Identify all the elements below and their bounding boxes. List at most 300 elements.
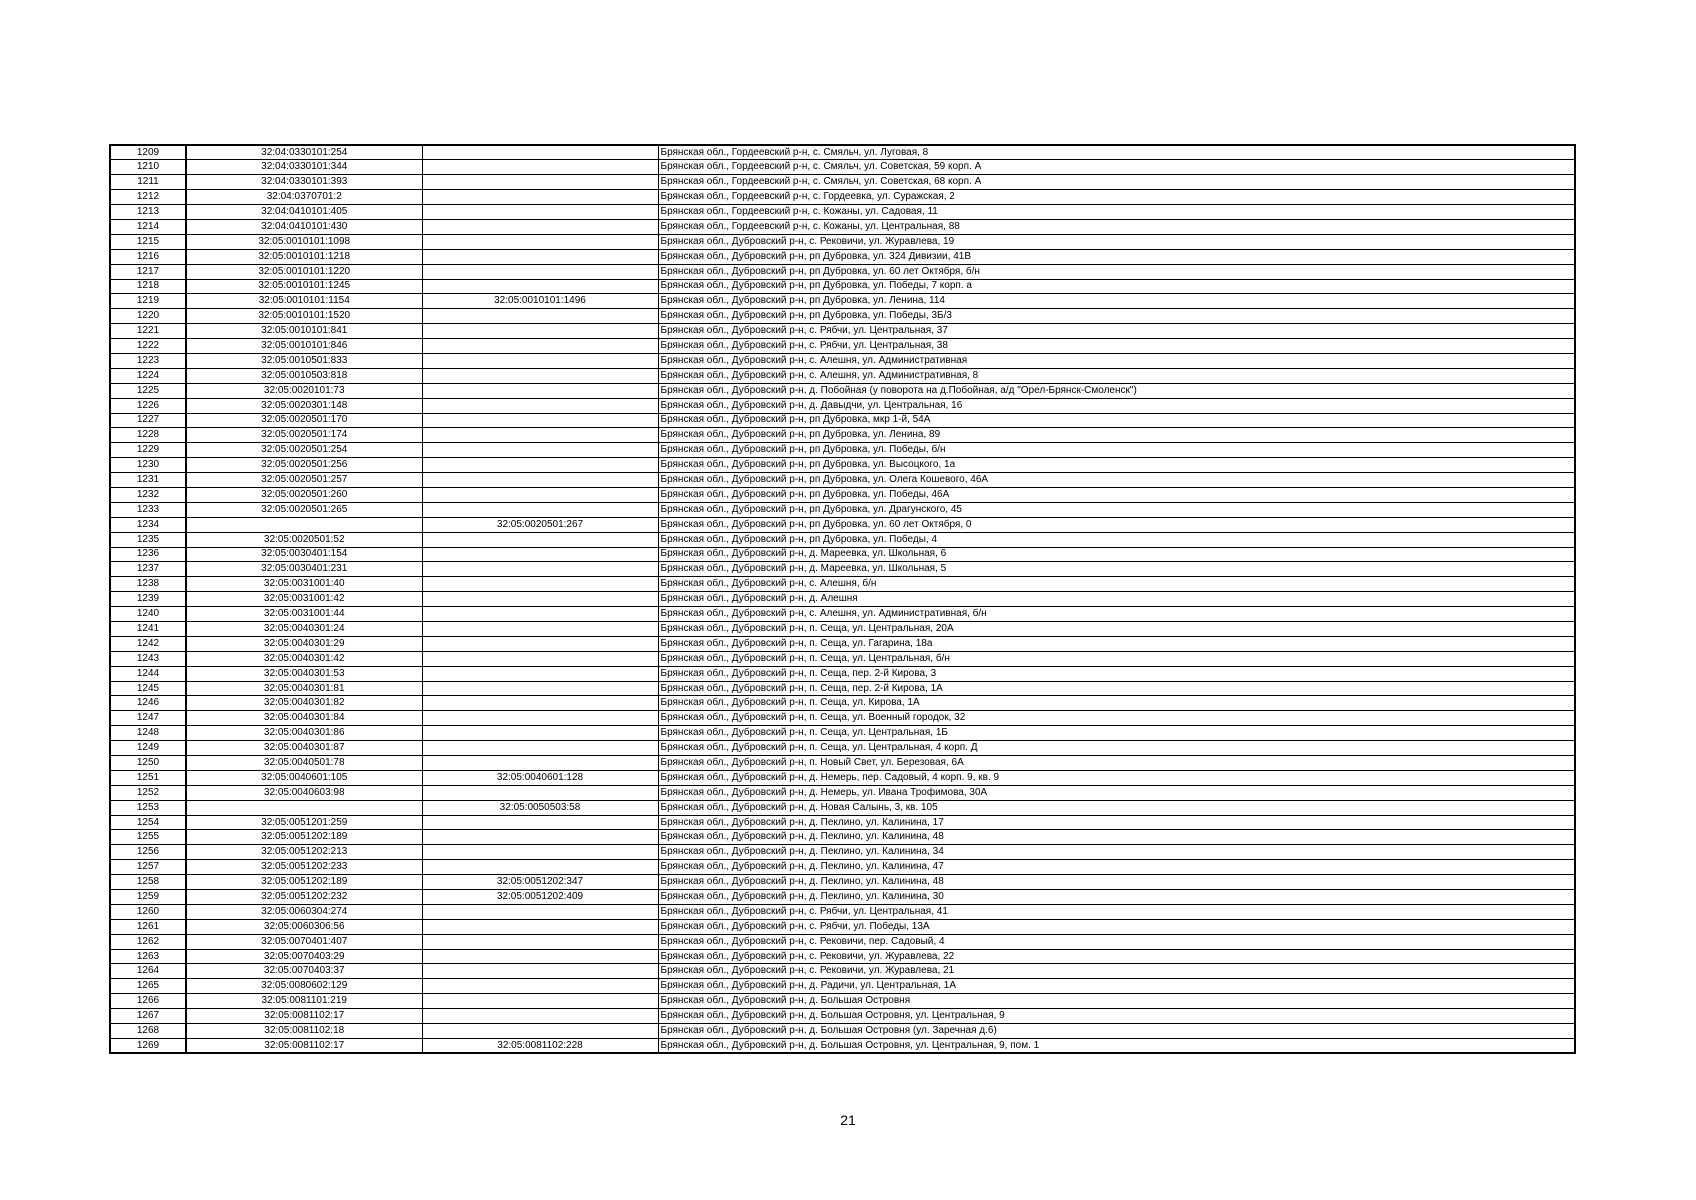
related-cadastral-number-cell (422, 324, 658, 339)
cadastral-number-cell: 32:05:0081102:17 (186, 1038, 422, 1053)
address-cell: Брянская обл., Дубровский р-н, с. Рябчи, ул. Победы, 13А (658, 919, 1575, 934)
row-number-cell: 1225 (110, 383, 186, 398)
table-row (110, 711, 1575, 726)
cadastral-number-cell: 32:05:0040301:29 (186, 636, 422, 651)
table-row (110, 294, 1575, 309)
address-cell: Брянская обл., Дубровский р-н, п. Сеща, ул. Центральная, 4 корп. Д (658, 741, 1575, 756)
row-number-cell: 1224 (110, 368, 186, 383)
cadastral-number-cell: 32:05:0040301:86 (186, 726, 422, 741)
row-number-cell: 1241 (110, 622, 186, 637)
table-row (110, 666, 1575, 681)
cadastral-number-cell: 32:05:0040301:53 (186, 666, 422, 681)
address-cell: Брянская обл., Дубровский р-н, д. Мареевка, ул. Школьная, 6 (658, 547, 1575, 562)
address-cell: Брянская обл., Дубровский р-н, п. Новый Свет, ул. Березовая, 6А (658, 756, 1575, 771)
address-cell: Брянская обл., Дубровский р-н, рп Дубровка, ул. 60 лет Октября, б/н (658, 264, 1575, 279)
cadastral-number-cell: 32:05:0020501:257 (186, 473, 422, 488)
related-cadastral-number-cell (422, 607, 658, 622)
cadastral-number-cell: 32:05:0040501:78 (186, 756, 422, 771)
table-row (110, 234, 1575, 249)
related-cadastral-number-cell (422, 592, 658, 607)
related-cadastral-number-cell: 32:05:0040601:128 (422, 770, 658, 785)
table-row (110, 770, 1575, 785)
address-cell: Брянская обл., Дубровский р-н, д. Мареевка, ул. Школьная, 5 (658, 562, 1575, 577)
address-cell: Брянская обл., Дубровский р-н, с. Алешня, ул. Административная (658, 353, 1575, 368)
row-number-cell: 1251 (110, 770, 186, 785)
address-cell: Брянская обл., Дубровский р-н, рп Дубровка, ул. Ленина, 89 (658, 428, 1575, 443)
cadastral-number-cell: 32:05:0040301:82 (186, 696, 422, 711)
address-cell: Брянская обл., Дубровский р-н, д. Алешня (658, 592, 1575, 607)
table-row (110, 368, 1575, 383)
cadastral-number-cell: 32:05:0030401:154 (186, 547, 422, 562)
address-cell: Брянская обл., Гордеевский р-н, с. Смяльч, ул. Луговая, 8 (658, 145, 1575, 160)
related-cadastral-number-cell (422, 636, 658, 651)
address-cell: Брянская обл., Дубровский р-н, с. Алешня, б/н (658, 577, 1575, 592)
address-cell: Брянская обл., Дубровский р-н, д. Большая Островня (658, 994, 1575, 1009)
cadastral-number-cell: 32:05:0040603:98 (186, 785, 422, 800)
related-cadastral-number-cell: 32:05:0020501:267 (422, 517, 658, 532)
table-row (110, 726, 1575, 741)
cadastral-number-cell: 32:05:0051202:189 (186, 830, 422, 845)
cadastral-number-cell: 32:05:0051202:189 (186, 875, 422, 890)
cadastral-number-cell: 32:05:0070403:37 (186, 964, 422, 979)
row-number-cell: 1218 (110, 279, 186, 294)
row-number-cell: 1228 (110, 428, 186, 443)
row-number-cell: 1217 (110, 264, 186, 279)
row-number-cell: 1249 (110, 741, 186, 756)
related-cadastral-number-cell (422, 145, 658, 160)
related-cadastral-number-cell (422, 234, 658, 249)
table-row (110, 607, 1575, 622)
table-row (110, 919, 1575, 934)
related-cadastral-number-cell (422, 160, 658, 175)
related-cadastral-number-cell: 32:05:0050503:58 (422, 800, 658, 815)
related-cadastral-number-cell (422, 815, 658, 830)
address-cell: Брянская обл., Дубровский р-н, д. Пеклино, ул. Калинина, 48 (658, 875, 1575, 890)
related-cadastral-number-cell (422, 830, 658, 845)
row-number-cell: 1213 (110, 205, 186, 220)
cadastral-number-cell: 32:05:0010501:833 (186, 353, 422, 368)
cadastral-number-cell: 32:05:0010101:1220 (186, 264, 422, 279)
table-row (110, 547, 1575, 562)
cadastral-number-cell: 32:05:0081102:17 (186, 1009, 422, 1024)
related-cadastral-number-cell (422, 741, 658, 756)
address-cell: Брянская обл., Дубровский р-н, рп Дубровка, ул. Ленина, 114 (658, 294, 1575, 309)
row-number-cell: 1264 (110, 964, 186, 979)
cadastral-number-cell: 32:05:0040301:87 (186, 741, 422, 756)
related-cadastral-number-cell (422, 264, 658, 279)
table-row (110, 413, 1575, 428)
address-cell: Брянская обл., Дубровский р-н, с. Рябчи, ул. Центральная, 37 (658, 324, 1575, 339)
cadastral-number-cell: 32:04:0330101:393 (186, 175, 422, 190)
address-cell: Брянская обл., Дубровский р-н, п. Сеща, ул. Военный городок, 32 (658, 711, 1575, 726)
cadastral-number-cell: 32:05:0020501:174 (186, 428, 422, 443)
table-row (110, 875, 1575, 890)
cadastral-number-cell: 32:05:0020501:256 (186, 458, 422, 473)
row-number-cell: 1211 (110, 175, 186, 190)
table-row (110, 562, 1575, 577)
address-cell: Брянская обл., Дубровский р-н, с. Рековичи, ул. Журавлева, 21 (658, 964, 1575, 979)
address-cell: Брянская обл., Дубровский р-н, рп Дубровка, ул. Победы, 7 корп. а (658, 279, 1575, 294)
row-number-cell: 1234 (110, 517, 186, 532)
address-cell: Брянская обл., Дубровский р-н, п. Сеща, ул. Центральная, б/н (658, 651, 1575, 666)
row-number-cell: 1238 (110, 577, 186, 592)
row-number-cell: 1230 (110, 458, 186, 473)
address-cell: Брянская обл., Гордеевский р-н, с. Смяльч, ул. Советская, 59 корп. А (658, 160, 1575, 175)
related-cadastral-number-cell: 32:05:0051202:347 (422, 875, 658, 890)
related-cadastral-number-cell (422, 651, 658, 666)
address-cell: Брянская обл., Дубровский р-н, д. Новая Салынь, 3, кв. 105 (658, 800, 1575, 815)
table-row (110, 651, 1575, 666)
table-row (110, 175, 1575, 190)
table-row (110, 339, 1575, 354)
table-row (110, 785, 1575, 800)
related-cadastral-number-cell (422, 368, 658, 383)
cadastral-number-cell: 32:05:0020501:260 (186, 487, 422, 502)
table-row (110, 890, 1575, 905)
table-row (110, 443, 1575, 458)
address-cell: Брянская обл., Дубровский р-н, п. Сеща, ул. Центральная, 1Б (658, 726, 1575, 741)
related-cadastral-number-cell: 32:05:0010101:1496 (422, 294, 658, 309)
table-row (110, 636, 1575, 651)
row-number-cell: 1267 (110, 1009, 186, 1024)
related-cadastral-number-cell (422, 696, 658, 711)
table-row (110, 800, 1575, 815)
related-cadastral-number-cell (422, 979, 658, 994)
row-number-cell: 1252 (110, 785, 186, 800)
cadastral-number-cell: 32:05:0020501:265 (186, 502, 422, 517)
related-cadastral-number-cell (422, 949, 658, 964)
row-number-cell: 1244 (110, 666, 186, 681)
row-number-cell: 1248 (110, 726, 186, 741)
row-number-cell: 1247 (110, 711, 186, 726)
table-row (110, 473, 1575, 488)
row-number-cell: 1268 (110, 1024, 186, 1039)
related-cadastral-number-cell (422, 473, 658, 488)
related-cadastral-number-cell (422, 577, 658, 592)
related-cadastral-number-cell (422, 219, 658, 234)
row-number-cell: 1215 (110, 234, 186, 249)
address-cell: Брянская обл., Дубровский р-н, с. Алешня, ул. Административная, 8 (658, 368, 1575, 383)
row-number-cell: 1235 (110, 532, 186, 547)
table-row (110, 592, 1575, 607)
address-cell: Брянская обл., Дубровский р-н, д. Немерь, ул. Ивана Трофимова, 30А (658, 785, 1575, 800)
page-number: 21 (840, 1112, 856, 1128)
address-cell: Брянская обл., Дубровский р-н, рп Дубровка, ул. Высоцкого, 1а (658, 458, 1575, 473)
table-row (110, 979, 1575, 994)
cadastral-number-cell: 32:05:0040601:105 (186, 770, 422, 785)
address-cell: Брянская обл., Дубровский р-н, рп Дубровка, ул. 60 лет Октября, 0 (658, 517, 1575, 532)
row-number-cell: 1231 (110, 473, 186, 488)
table-row (110, 353, 1575, 368)
related-cadastral-number-cell (422, 860, 658, 875)
table-row (110, 517, 1575, 532)
row-number-cell: 1256 (110, 845, 186, 860)
cadastral-number-cell: 32:05:0040301:42 (186, 651, 422, 666)
table-row (110, 756, 1575, 771)
related-cadastral-number-cell (422, 756, 658, 771)
row-number-cell: 1220 (110, 309, 186, 324)
related-cadastral-number-cell: 32:05:0081102:228 (422, 1038, 658, 1053)
related-cadastral-number-cell (422, 726, 658, 741)
row-number-cell: 1269 (110, 1038, 186, 1053)
address-cell: Брянская обл., Дубровский р-н, с. Рековичи, ул. Журавлева, 22 (658, 949, 1575, 964)
related-cadastral-number-cell (422, 785, 658, 800)
cadastral-number-cell: 32:05:0031001:44 (186, 607, 422, 622)
cadastral-number-cell: 32:05:0010101:846 (186, 339, 422, 354)
table-row (110, 279, 1575, 294)
cadastral-number-cell: 32:05:0010503:818 (186, 368, 422, 383)
cadastral-number-cell: 32:05:0051201:259 (186, 815, 422, 830)
related-cadastral-number-cell (422, 175, 658, 190)
address-cell: Брянская обл., Дубровский р-н, д. Давыдчи, ул. Центральная, 16 (658, 398, 1575, 413)
address-cell: Брянская обл., Дубровский р-н, рп Дубровка, ул. Победы, 4 (658, 532, 1575, 547)
row-number-cell: 1232 (110, 487, 186, 502)
table-row (110, 428, 1575, 443)
row-number-cell: 1260 (110, 904, 186, 919)
address-cell: Брянская обл., Дубровский р-н, д. Большая Островня, ул. Центральная, 9 (658, 1009, 1575, 1024)
row-number-cell: 1233 (110, 502, 186, 517)
table-row (110, 487, 1575, 502)
address-cell: Брянская обл., Дубровский р-н, п. Сеща, ул. Гагарина, 18а (658, 636, 1575, 651)
address-cell: Брянская обл., Дубровский р-н, рп Дубровка, ул. Победы, 3Б/3 (658, 309, 1575, 324)
related-cadastral-number-cell (422, 1024, 658, 1039)
cadastral-number-cell: 32:04:0370701:2 (186, 190, 422, 205)
address-cell: Брянская обл., Дубровский р-н, д. Побойная (у поворота на д.Побойная, а/д "Орел-Брянск-Смоленск") (658, 383, 1575, 398)
cadastral-number-cell: 32:05:0081102:18 (186, 1024, 422, 1039)
cadastral-number-cell: 32:05:0070403:29 (186, 949, 422, 964)
cadastral-number-cell: 32:05:0010101:1520 (186, 309, 422, 324)
row-number-cell: 1221 (110, 324, 186, 339)
cadastral-number-cell: 32:05:0010101:1218 (186, 249, 422, 264)
row-number-cell: 1245 (110, 681, 186, 696)
table-row (110, 190, 1575, 205)
table-row (110, 934, 1575, 949)
address-cell: Брянская обл., Дубровский р-н, с. Рябчи, ул. Центральная, 38 (658, 339, 1575, 354)
row-number-cell: 1265 (110, 979, 186, 994)
cadastral-number-cell: 32:05:0020501:52 (186, 532, 422, 547)
table-row (110, 458, 1575, 473)
row-number-cell: 1242 (110, 636, 186, 651)
related-cadastral-number-cell (422, 845, 658, 860)
cadastral-number-cell: 32:05:0031001:42 (186, 592, 422, 607)
row-number-cell: 1254 (110, 815, 186, 830)
row-number-cell: 1246 (110, 696, 186, 711)
cadastral-number-cell: 32:05:0060304:274 (186, 904, 422, 919)
cadastral-number-cell: 32:05:0031001:40 (186, 577, 422, 592)
address-cell: Брянская обл., Дубровский р-н, рп Дубровка, ул. Олега Кошевого, 46А (658, 473, 1575, 488)
related-cadastral-number-cell (422, 458, 658, 473)
table-row (110, 398, 1575, 413)
cadastral-number-cell: 32:05:0080602:129 (186, 979, 422, 994)
related-cadastral-number-cell (422, 934, 658, 949)
address-cell: Брянская обл., Дубровский р-н, рп Дубровка, ул. Победы, б/н (658, 443, 1575, 458)
cadastral-number-cell: 32:05:0010101:1154 (186, 294, 422, 309)
related-cadastral-number-cell (422, 904, 658, 919)
table-row (110, 309, 1575, 324)
row-number-cell: 1266 (110, 994, 186, 1009)
table-row (110, 904, 1575, 919)
table-row (110, 681, 1575, 696)
address-cell: Брянская обл., Дубровский р-н, д. Пеклино, ул. Калинина, 48 (658, 830, 1575, 845)
cadastral-number-cell: 32:05:0010101:1245 (186, 279, 422, 294)
table-row (110, 205, 1575, 220)
row-number-cell: 1259 (110, 890, 186, 905)
cadastral-number-cell: 32:05:0010101:1098 (186, 234, 422, 249)
related-cadastral-number-cell (422, 711, 658, 726)
table-row (110, 577, 1575, 592)
row-number-cell: 1262 (110, 934, 186, 949)
related-cadastral-number-cell (422, 681, 658, 696)
address-cell: Брянская обл., Дубровский р-н, п. Сеща, пер. 2-й Кирова, 1А (658, 681, 1575, 696)
address-cell: Брянская обл., Дубровский р-н, д. Пеклино, ул. Калинина, 34 (658, 845, 1575, 860)
table-row (110, 860, 1575, 875)
related-cadastral-number-cell (422, 309, 658, 324)
table-row (110, 741, 1575, 756)
row-number-cell: 1237 (110, 562, 186, 577)
address-cell: Брянская обл., Гордеевский р-н, с. Кожаны, ул. Центральная, 88 (658, 219, 1575, 234)
cadastral-number-cell: 32:05:0020501:254 (186, 443, 422, 458)
table-row (110, 696, 1575, 711)
cadastral-number-cell: 32:05:0020101:73 (186, 383, 422, 398)
related-cadastral-number-cell (422, 487, 658, 502)
row-number-cell: 1255 (110, 830, 186, 845)
row-number-cell: 1250 (110, 756, 186, 771)
related-cadastral-number-cell (422, 532, 658, 547)
row-number-cell: 1258 (110, 875, 186, 890)
cadastral-number-cell: 32:04:0330101:254 (186, 145, 422, 160)
cadastral-number-cell: 32:05:0081101:219 (186, 994, 422, 1009)
related-cadastral-number-cell (422, 190, 658, 205)
table-row (110, 502, 1575, 517)
address-cell: Брянская обл., Дубровский р-н, с. Рековичи, пер. Садовый, 4 (658, 934, 1575, 949)
cadastral-number-cell: 32:05:0040301:84 (186, 711, 422, 726)
related-cadastral-number-cell (422, 443, 658, 458)
row-number-cell: 1212 (110, 190, 186, 205)
address-cell: Брянская обл., Дубровский р-н, п. Сеща, пер. 2-й Кирова, 3 (658, 666, 1575, 681)
address-cell: Брянская обл., Гордеевский р-н, с. Гордеевка, ул. Суражская, 2 (658, 190, 1575, 205)
related-cadastral-number-cell (422, 562, 658, 577)
table-row (110, 1024, 1575, 1039)
row-number-cell: 1229 (110, 443, 186, 458)
table-row (110, 383, 1575, 398)
address-cell: Брянская обл., Дубровский р-н, рп Дубровка, мкр 1-й, 54А (658, 413, 1575, 428)
related-cadastral-number-cell (422, 919, 658, 934)
cadastral-number-cell: 32:05:0051202:232 (186, 890, 422, 905)
related-cadastral-number-cell (422, 1009, 658, 1024)
table-row (110, 532, 1575, 547)
cadastral-number-cell: 32:05:0020501:170 (186, 413, 422, 428)
related-cadastral-number-cell (422, 279, 658, 294)
related-cadastral-number-cell (422, 383, 658, 398)
row-number-cell: 1243 (110, 651, 186, 666)
address-cell: Брянская обл., Дубровский р-н, д. Радичи, ул. Центральная, 1А (658, 979, 1575, 994)
cadastral-number-cell (186, 517, 422, 532)
row-number-cell: 1210 (110, 160, 186, 175)
cadastral-number-cell: 32:04:0410101:430 (186, 219, 422, 234)
cadastral-number-cell: 32:05:0070401:407 (186, 934, 422, 949)
cadastral-number-cell: 32:05:0060306:56 (186, 919, 422, 934)
table-row (110, 145, 1575, 160)
related-cadastral-number-cell (422, 547, 658, 562)
related-cadastral-number-cell (422, 964, 658, 979)
address-cell: Брянская обл., Дубровский р-н, с. Алешня, ул. Административная, б/н (658, 607, 1575, 622)
table-row (110, 815, 1575, 830)
related-cadastral-number-cell (422, 413, 658, 428)
address-cell: Брянская обл., Дубровский р-н, с. Рековичи, ул. Журавлева, 19 (658, 234, 1575, 249)
related-cadastral-number-cell (422, 249, 658, 264)
table-row (110, 964, 1575, 979)
related-cadastral-number-cell (422, 994, 658, 1009)
table-row (110, 949, 1575, 964)
address-cell: Брянская обл., Дубровский р-н, д. Большая Островня (ул. Заречная д.6) (658, 1024, 1575, 1039)
table-row (110, 1009, 1575, 1024)
address-cell: Брянская обл., Дубровский р-н, д. Большая Островня, ул. Центральная, 9, пом. 1 (658, 1038, 1575, 1053)
row-number-cell: 1253 (110, 800, 186, 815)
address-cell: Брянская обл., Гордеевский р-н, с. Смяльч, ул. Советская, 68 корп. А (658, 175, 1575, 190)
cadastral-number-cell: 32:05:0051202:213 (186, 845, 422, 860)
address-cell: Брянская обл., Гордеевский р-н, с. Кожаны, ул. Садовая, 11 (658, 205, 1575, 220)
cadastral-number-cell: 32:05:0030401:231 (186, 562, 422, 577)
registry-table (109, 144, 1576, 1054)
table-row (110, 324, 1575, 339)
row-number-cell: 1209 (110, 145, 186, 160)
cadastral-number-cell: 32:04:0410101:405 (186, 205, 422, 220)
row-number-cell: 1214 (110, 219, 186, 234)
row-number-cell: 1226 (110, 398, 186, 413)
row-number-cell: 1239 (110, 592, 186, 607)
address-cell: Брянская обл., Дубровский р-н, д. Пеклино, ул. Калинина, 17 (658, 815, 1575, 830)
cadastral-number-cell: 32:05:0040301:24 (186, 622, 422, 637)
address-cell: Брянская обл., Дубровский р-н, д. Пеклино, ул. Калинина, 47 (658, 860, 1575, 875)
cadastral-number-cell: 32:05:0040301:81 (186, 681, 422, 696)
registry-table-body (110, 145, 1575, 1053)
cadastral-number-cell: 32:05:0051202:233 (186, 860, 422, 875)
row-number-cell: 1223 (110, 353, 186, 368)
table-row (110, 249, 1575, 264)
cadastral-number-cell: 32:05:0010101:841 (186, 324, 422, 339)
related-cadastral-number-cell (422, 666, 658, 681)
address-cell: Брянская обл., Дубровский р-н, рп Дубровка, ул. Победы, 46А (658, 487, 1575, 502)
row-number-cell: 1227 (110, 413, 186, 428)
address-cell: Брянская обл., Дубровский р-н, рп Дубровка, ул. 324 Дивизии, 41В (658, 249, 1575, 264)
row-number-cell: 1216 (110, 249, 186, 264)
row-number-cell: 1240 (110, 607, 186, 622)
related-cadastral-number-cell (422, 339, 658, 354)
related-cadastral-number-cell (422, 398, 658, 413)
related-cadastral-number-cell (422, 502, 658, 517)
table-row (110, 830, 1575, 845)
table-row (110, 264, 1575, 279)
row-number-cell: 1257 (110, 860, 186, 875)
cadastral-number-cell: 32:04:0330101:344 (186, 160, 422, 175)
address-cell: Брянская обл., Дубровский р-н, п. Сеща, ул. Центральная, 20А (658, 622, 1575, 637)
table-row (110, 845, 1575, 860)
row-number-cell: 1222 (110, 339, 186, 354)
address-cell: Брянская обл., Дубровский р-н, с. Рябчи, ул. Центральная, 41 (658, 904, 1575, 919)
row-number-cell: 1263 (110, 949, 186, 964)
table-row (110, 1038, 1575, 1053)
row-number-cell: 1236 (110, 547, 186, 562)
related-cadastral-number-cell (422, 353, 658, 368)
row-number-cell: 1219 (110, 294, 186, 309)
cadastral-number-cell: 32:05:0020301:148 (186, 398, 422, 413)
cadastral-number-cell (186, 800, 422, 815)
related-cadastral-number-cell (422, 622, 658, 637)
table-row (110, 622, 1575, 637)
related-cadastral-number-cell (422, 428, 658, 443)
address-cell: Брянская обл., Дубровский р-н, п. Сеща, ул. Кирова, 1А (658, 696, 1575, 711)
row-number-cell: 1261 (110, 919, 186, 934)
